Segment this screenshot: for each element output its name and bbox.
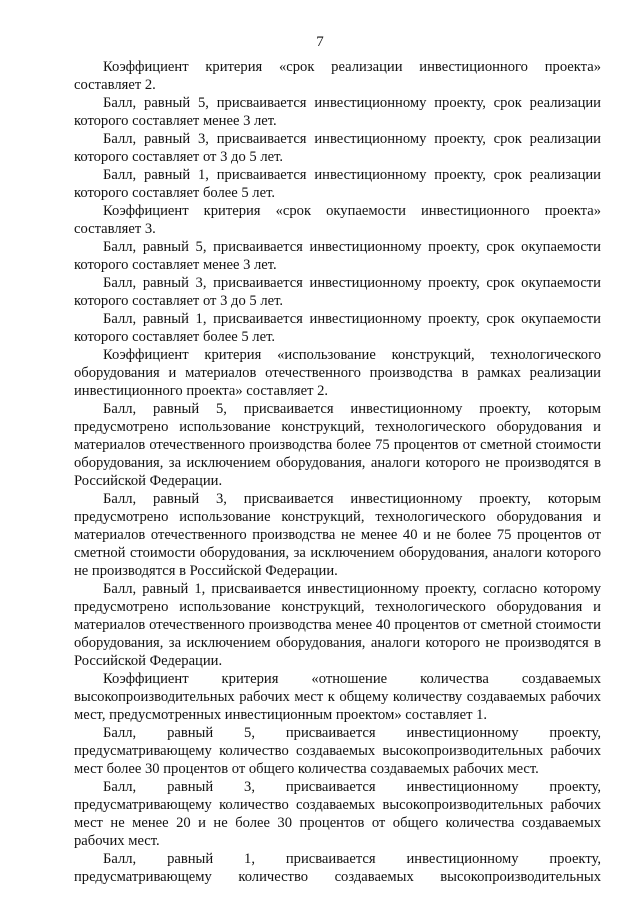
page-number: 7 xyxy=(316,34,324,50)
paragraph-high-productivity-jobs-score-1: Балл, равный 1, присваивается инвестиционному проекту, предусматривающему количество создаваемых высокопроизводительных xyxy=(74,851,601,885)
paragraph-domestic-materials-score-5: Балл, равный 5, присваивается инвестиционному проекту, которым предусмотрено использование конструкций, технологического оборудования и материалов отечественного производства более 75 процентов от сметной стоимости оборудования, за исключением оборудования, аналоги которого не производятся в Российской Федерации. xyxy=(74,401,601,489)
paragraph-domestic-materials-score-3: Балл, равный 3, присваивается инвестиционному проекту, которым предусмотрено использование конструкций, технологического оборудования и материалов отечественного производства не менее 40 и не более 75 процентов от сметной стоимости оборудования, за исключением оборудования, аналоги которого не производятся в Российской Федерации. xyxy=(74,491,601,579)
paragraph-domestic-materials-coefficient: Коэффициент критерия «использование конструкций, технологического оборудования и материалов отечественного производства в рамках реализации инвестиционного проекта» составляет 2. xyxy=(74,347,601,399)
paragraph-high-productivity-jobs-score-3: Балл, равный 3, присваивается инвестиционному проекту, предусматривающему количество создаваемых высокопроизводительных рабочих мест не менее 20 и не более 30 процентов от общего количества создаваемых рабочих мест. xyxy=(74,779,601,849)
paragraph-payback-score-1: Балл, равный 1, присваивается инвестиционному проекту, срок окупаемости которого составляет более 5 лет. xyxy=(74,311,601,345)
paragraph-high-productivity-jobs-coefficient: Коэффициент критерия «отношение количества создаваемых высокопроизводительных рабочих мест к общему количеству создаваемых рабочих мест, предусмотренных инвестиционным проектом» составляет 1. xyxy=(74,671,601,723)
paragraph-duration-score-1: Балл, равный 1, присваивается инвестиционному проекту, срок реализации которого составляет более 5 лет. xyxy=(74,167,601,201)
paragraph-payback-score-5: Балл, равный 5, присваивается инвестиционному проекту, срок окупаемости которого составляет менее 3 лет. xyxy=(74,239,601,273)
paragraph-duration-coefficient: Коэффициент критерия «срок реализации инвестиционного проекта» составляет 2. xyxy=(74,59,601,93)
paragraph-domestic-materials-score-1: Балл, равный 1, присваивается инвестиционному проекту, согласно которому предусмотрено использование конструкций, технологического оборудования и материалов отечественного производства менее 40 процентов от сметной стоимости оборудования, за исключением оборудования, аналоги которого не производятся в Российской Федерации. xyxy=(74,581,601,669)
paragraph-payback-coefficient: Коэффициент критерия «срок окупаемости инвестиционного проекта» составляет 3. xyxy=(74,203,601,237)
paragraph-duration-score-5: Балл, равный 5, присваивается инвестиционному проекту, срок реализации которого составляет менее 3 лет. xyxy=(74,95,601,129)
paragraph-payback-score-3: Балл, равный 3, присваивается инвестиционному проекту, срок окупаемости которого составляет от 3 до 5 лет. xyxy=(74,275,601,309)
paragraph-high-productivity-jobs-score-5: Балл, равный 5, присваивается инвестиционному проекту, предусматривающему количество создаваемых высокопроизводительных рабочих мест более 30 процентов от общего количества создаваемых рабочих мест. xyxy=(74,725,601,777)
paragraph-duration-score-3: Балл, равный 3, присваивается инвестиционному проекту, срок реализации которого составляет от 3 до 5 лет. xyxy=(74,131,601,165)
document-body xyxy=(74,58,601,886)
